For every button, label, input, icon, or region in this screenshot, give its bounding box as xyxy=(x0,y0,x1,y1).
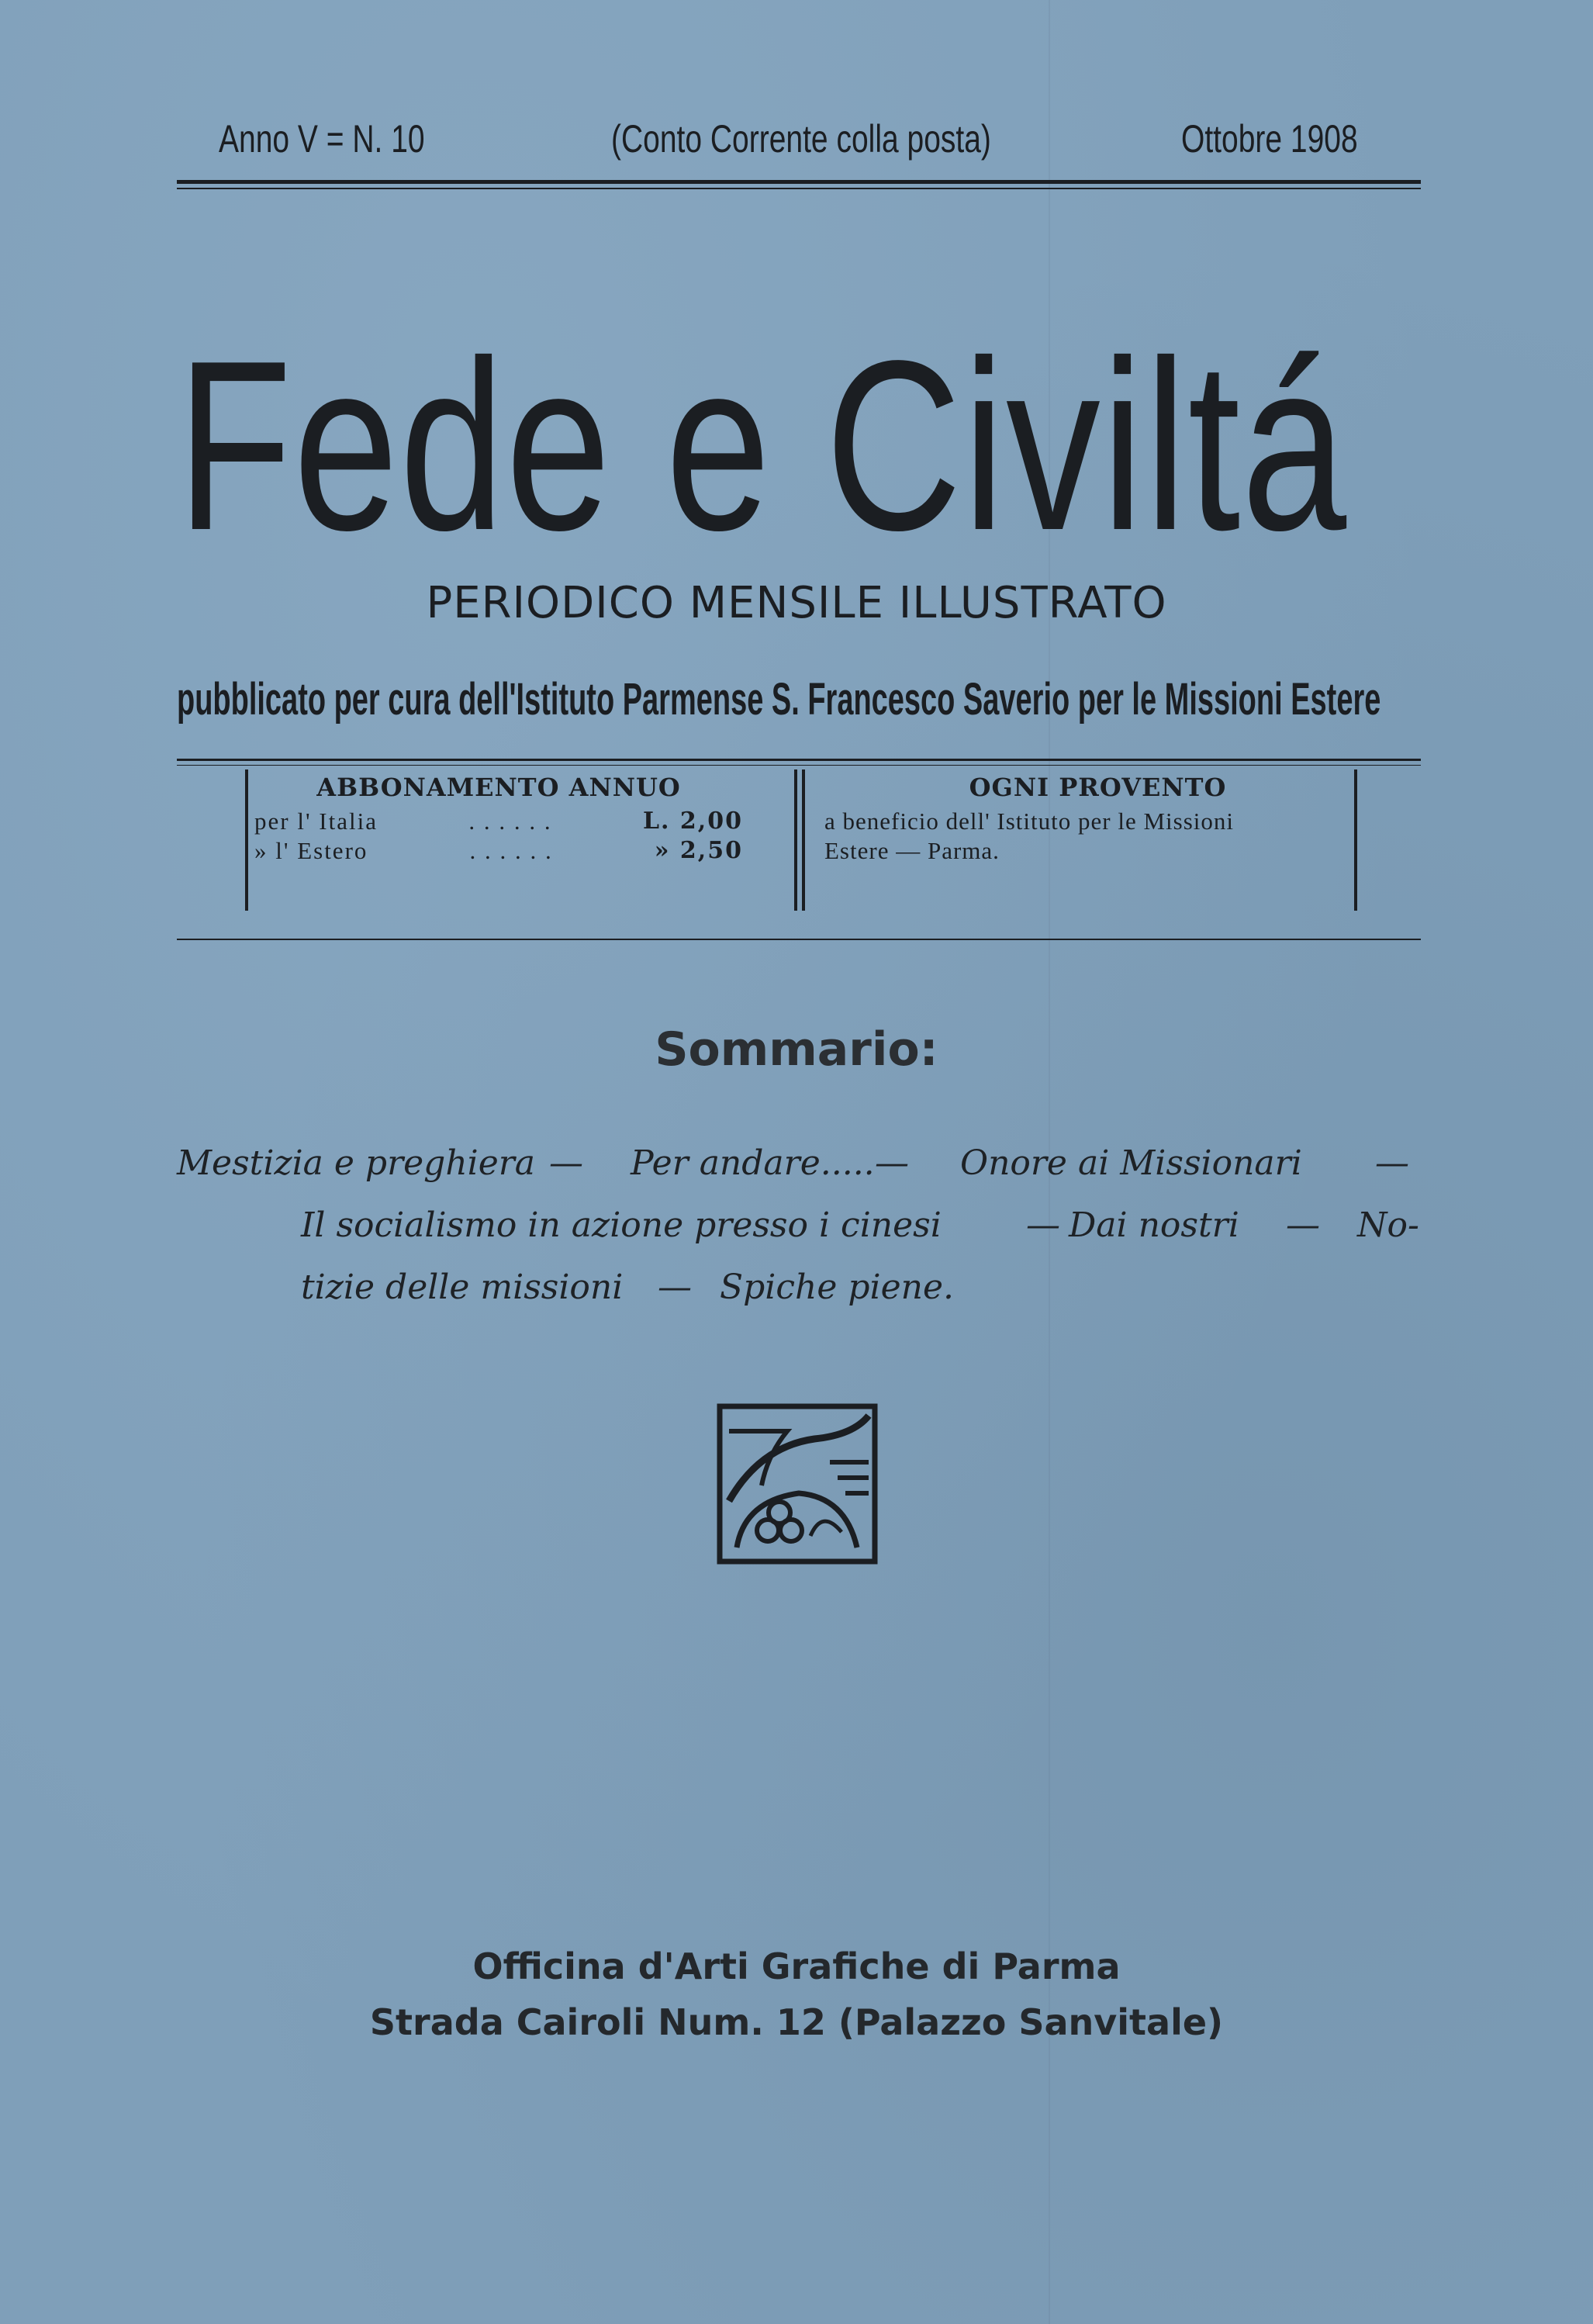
summary-item: Mestizia e preghiera xyxy=(177,1143,536,1183)
rate-label: per l' Italia xyxy=(254,808,378,835)
summary-item: No- xyxy=(1357,1205,1419,1245)
summary-item: Spiche piene. xyxy=(720,1267,955,1307)
magazine-subtitle: PERIODICO MENSILE ILLUSTRATO xyxy=(426,578,1167,628)
box-top-rule-thin xyxy=(177,765,1421,766)
summary-item: tizie delle missioni xyxy=(301,1267,624,1307)
summary-dash: — xyxy=(875,1143,909,1183)
subscription-box xyxy=(177,759,1421,945)
summary-item: Onore ai Missionari xyxy=(960,1143,1302,1183)
summary-heading: Sommario: xyxy=(655,1022,938,1077)
rate-value: L. 2,00 xyxy=(642,808,743,835)
box-top-rule xyxy=(177,759,1421,761)
printer-name: Officina d'Arti Grafiche di Parma xyxy=(472,1945,1121,1987)
issue-date: Ottobre 1908 xyxy=(1181,117,1358,161)
issue-number: Anno V = N. 10 xyxy=(219,117,425,161)
rate-italy xyxy=(254,807,743,836)
summary-item: Il socialismo in azione presso i cinesi xyxy=(301,1205,942,1245)
subscription-column xyxy=(254,773,867,866)
printer-address: Strada Cairoli Num. 12 (Palazzo Sanvitale) xyxy=(369,2001,1224,2043)
proceeds-column xyxy=(824,773,1371,866)
magazine-title: Fede e Civiltá xyxy=(177,311,1348,581)
rate-dots: . . . . . . xyxy=(468,808,552,835)
summary-line xyxy=(177,1195,1433,1257)
summary-contents xyxy=(177,1133,1433,1319)
summary-dash: — xyxy=(1286,1205,1320,1245)
summary-dash: — xyxy=(1026,1205,1060,1245)
summary-dash: — xyxy=(1375,1143,1409,1183)
summary-line xyxy=(177,1133,1433,1195)
printer-emblem-icon xyxy=(714,1400,881,1568)
rate-label: » l' Estero xyxy=(254,837,368,864)
publisher-line xyxy=(177,673,1421,735)
box-left-bar xyxy=(245,769,248,911)
proceeds-heading: OGNI PROVENTO xyxy=(969,773,1227,802)
rate-value: » 2,50 xyxy=(654,837,743,864)
summary-line xyxy=(177,1257,1433,1319)
summary-dash: — xyxy=(658,1267,692,1307)
summary-dash: — xyxy=(549,1143,583,1183)
postal-note: (Conto Corrente colla posta) xyxy=(611,117,991,161)
proceeds-line-2: Estere — Parma. xyxy=(824,837,1000,864)
issue-header xyxy=(177,116,1421,171)
summary-item: Dai nostri xyxy=(1069,1205,1239,1245)
header-rule xyxy=(177,180,1421,184)
summary-item: Per andare..... xyxy=(631,1143,875,1183)
rate-abroad xyxy=(254,836,743,866)
proceeds-line-1: a beneficio dell' Istituto per le Missioni xyxy=(824,808,1234,835)
subscription-heading: ABBONAMENTO ANNUO xyxy=(316,773,681,802)
header-rule-thin xyxy=(177,188,1421,189)
rate-dots: . . . . . . xyxy=(469,837,553,864)
publisher-text: pubblicato per cura dell'Istituto Parmense S. Francesco Saverio per le Missioni Estere xyxy=(177,674,1381,725)
box-bottom-rule xyxy=(177,939,1421,940)
